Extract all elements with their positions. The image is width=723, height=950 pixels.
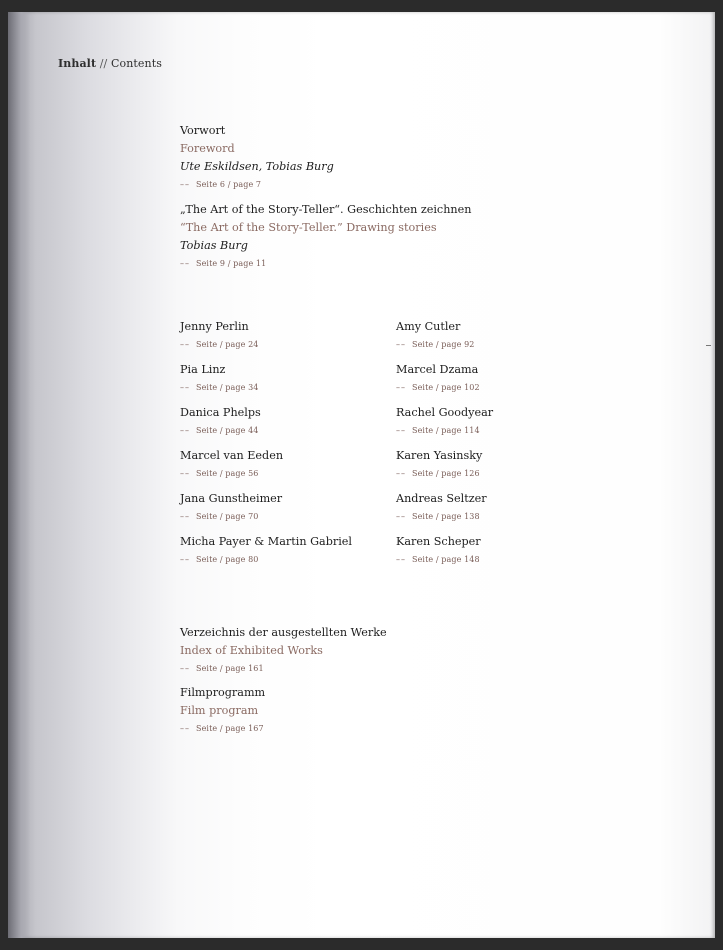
toc-artist-entry <box>396 361 480 397</box>
entry-title-en: Film program <box>180 704 259 717</box>
entry-authors: Tobias Burg <box>180 239 248 252</box>
entry-page-ref <box>396 465 482 483</box>
dash-marker: –– <box>180 469 190 478</box>
entry-page-ref <box>180 660 387 678</box>
page-number: Seite / page 148 <box>412 555 480 564</box>
toc-artist-entry <box>396 404 493 440</box>
book-spine-shadow <box>8 12 30 938</box>
page-number: Seite / page 92 <box>412 340 475 349</box>
dash-marker: –– <box>396 340 406 349</box>
page-header <box>58 57 162 70</box>
toc-artist-entry <box>180 404 261 440</box>
paper-speck <box>706 345 711 346</box>
toc-artist-entry <box>180 533 352 569</box>
page-number: Seite 6 / page 7 <box>196 180 262 189</box>
dash-marker: –– <box>180 383 190 392</box>
book-page <box>8 12 715 938</box>
entry-page-ref <box>396 508 487 526</box>
page-number: Seite / page 24 <box>196 340 259 349</box>
header-contents: Contents <box>110 57 162 70</box>
dash-marker: –– <box>396 426 406 435</box>
dash-marker: –– <box>180 259 190 268</box>
page-number: Seite / page 114 <box>412 426 480 435</box>
entry-page-ref <box>180 720 265 738</box>
entry-page-ref <box>180 176 334 194</box>
artist-name: Jana Gunstheimer <box>180 492 283 505</box>
entry-page-ref <box>396 336 474 354</box>
artist-name: Marcel Dzama <box>396 363 479 376</box>
entry-page-ref <box>396 422 493 440</box>
entry-title-de: Vorwort <box>180 124 226 137</box>
entry-page-ref <box>396 379 480 397</box>
page-number: Seite / page 70 <box>196 512 259 521</box>
dash-marker: –– <box>180 724 190 733</box>
toc-artist-entry <box>180 318 258 354</box>
artist-name: Marcel van Eeden <box>180 449 284 462</box>
artist-name: Micha Payer & Martin Gabriel <box>180 535 352 548</box>
entry-title-de: Verzeichnis der ausgestellten Werke <box>180 626 387 639</box>
dash-marker: –– <box>396 469 406 478</box>
artist-name: Danica Phelps <box>180 406 261 419</box>
page-number: Seite / page 138 <box>412 512 480 521</box>
header-inhalt: Inhalt <box>58 57 97 70</box>
toc-artist-entry <box>180 447 283 483</box>
page-number: Seite / page 126 <box>412 469 480 478</box>
toc-entry-story-teller <box>180 201 471 273</box>
entry-page-ref <box>180 551 352 569</box>
header-separator: // <box>96 57 111 70</box>
dash-marker: –– <box>180 340 190 349</box>
page-number: Seite / page 44 <box>196 426 259 435</box>
entry-title-en: Index of Exhibited Works <box>180 644 323 657</box>
entry-page-ref <box>180 255 471 273</box>
artist-name: Karen Yasinsky <box>396 449 483 462</box>
toc-artist-entry <box>180 490 282 526</box>
dash-marker: –– <box>180 426 190 435</box>
toc-artist-entry <box>180 361 258 397</box>
entry-page-ref <box>180 465 283 483</box>
entry-authors: Ute Eskildsen, Tobias Burg <box>180 160 334 173</box>
entry-page-ref <box>180 336 258 354</box>
dash-marker: –– <box>180 512 190 521</box>
artist-name: Pia Linz <box>180 363 226 376</box>
page-number: Seite / page 102 <box>412 383 480 392</box>
entry-title-de: „The Art of the Story-Teller“. Geschichten zeichnen <box>180 203 472 216</box>
artist-name: Jenny Perlin <box>180 320 249 333</box>
entry-page-ref <box>396 551 481 569</box>
toc-artist-entry <box>396 447 482 483</box>
entry-page-ref <box>180 422 261 440</box>
entry-title-en: Foreword <box>180 142 235 155</box>
dash-marker: –– <box>180 664 190 673</box>
toc-artist-entry <box>396 490 487 526</box>
entry-page-ref <box>180 508 282 526</box>
toc-artist-entry <box>396 533 481 569</box>
dash-marker: –– <box>180 180 190 189</box>
artist-name: Amy Cutler <box>396 320 461 333</box>
entry-page-ref <box>180 379 258 397</box>
page-number: Seite / page 161 <box>196 664 264 673</box>
artist-name: Andreas Seltzer <box>396 492 487 505</box>
page-number: Seite / page 56 <box>196 469 259 478</box>
artist-name: Karen Scheper <box>396 535 481 548</box>
dash-marker: –– <box>180 555 190 564</box>
toc-entry-foreword <box>180 122 334 194</box>
page-number: Seite 9 / page 11 <box>196 259 267 268</box>
entry-title-de: Filmprogramm <box>180 686 266 699</box>
dash-marker: –– <box>396 383 406 392</box>
toc-entry-film-program <box>180 684 265 738</box>
entry-title-en: “The Art of the Story-Teller.” Drawing stories <box>180 221 437 234</box>
toc-entry-index <box>180 624 387 678</box>
page-number: Seite / page 167 <box>196 724 264 733</box>
dash-marker: –– <box>396 512 406 521</box>
dash-marker: –– <box>396 555 406 564</box>
toc-artist-entry <box>396 318 474 354</box>
artist-name: Rachel Goodyear <box>396 406 494 419</box>
page-number: Seite / page 34 <box>196 383 259 392</box>
page-number: Seite / page 80 <box>196 555 259 564</box>
